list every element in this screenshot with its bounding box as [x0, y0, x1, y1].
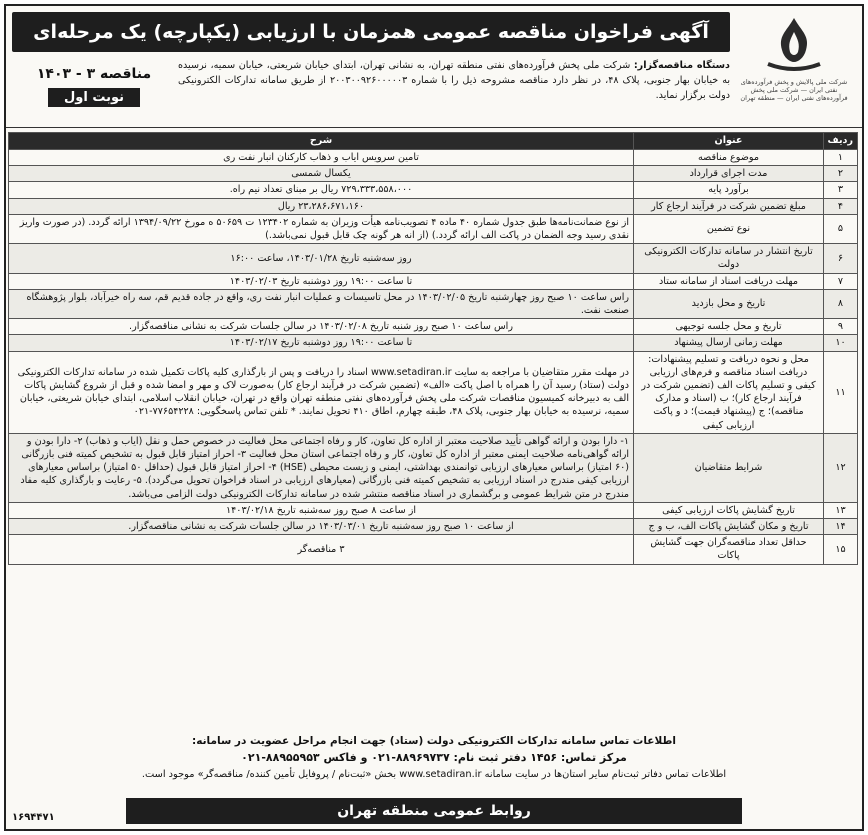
table-row	[9, 502, 858, 518]
header-title: عنوان	[634, 133, 824, 150]
table-row	[9, 198, 858, 214]
ad-code: ۱۶۹۴۴۷۱	[12, 812, 55, 823]
row-num: ۴	[824, 198, 858, 214]
row-desc: ۷۲۹،۳۳۳،۵۵۸،۰۰۰ ریال بر مبنای تعداد نیم راه.	[9, 182, 634, 198]
table-row	[9, 214, 858, 243]
row-num: ۶	[824, 244, 858, 273]
row-num: ۹	[824, 319, 858, 335]
row-title: مبلغ تضمین شرکت در فرآیند ارجاع کار	[634, 198, 824, 214]
table-row	[9, 433, 858, 502]
row-desc: روز سه‌شنبه تاریخ ۱۴۰۳/۰۱/۲۸، ساعت ۱۶:۰۰	[9, 244, 634, 273]
row-title: تاریخ و مکان گشایش پاکات الف، ب و ج	[634, 519, 824, 535]
tender-round-badge: نوبت اول	[48, 88, 140, 107]
row-title: تاریخ گشایش پاکات ارزیابی کیفی	[634, 502, 824, 518]
tender-number: مناقصه ۳ - ۱۴۰۳	[36, 66, 152, 82]
organizer-info	[178, 58, 730, 103]
row-desc: از نوع ضمانت‌نامه‌ها طبق جدول شماره ۴۰ ماده ۴ تصویب‌نامه هیأت وزیران به شماره ۱۲۳۴۰۲ ت ۵۰۶۵۹ ه مورخ ۱۳۹۴/۰۹/۲۲ ارائه گردد. (در صورت واریز نقدی رسید وجه الضمان در پاکت الف ارائه گردد.) (از انه هر گونه چک قابل قبول نمی‌باشد.)	[9, 214, 634, 243]
public-relations-footer: روابط عمومی منطقه تهران	[126, 798, 742, 824]
row-desc: از ساعت ۱۰ صبح روز سه‌شنبه تاریخ ۱۴۰۳/۰۳/۰۱ در سالن جلسات شرکت به نشانی مناقصه‌گزار.	[9, 519, 634, 535]
notice-title: آگهی فراخوان مناقصه عمومی همزمان با ارزیابی (یکپارچه) یک مرحله‌ای	[12, 12, 730, 52]
row-num: ۱۳	[824, 502, 858, 518]
table-row	[9, 150, 858, 166]
row-desc: تا ساعت ۱۹:۰۰ روز دوشنبه تاریخ ۱۴۰۳/۰۲/۰۳	[9, 273, 634, 289]
row-title: تاریخ و محل بازدید	[634, 289, 824, 318]
header-num: ردیف	[824, 133, 858, 150]
row-title: تاریخ و محل جلسه توجیهی	[634, 319, 824, 335]
contact-provinces: اطلاعات تماس دفاتر ثبت‌نام سایر استان‌ها در سایت سامانه www.setadiran.ir بخش «ثبت‌نام / پروفایل تأمین کننده/ مناقصه‌گر» موجود است.	[141, 769, 727, 780]
row-num: ۳	[824, 182, 858, 198]
row-num: ۱۱	[824, 351, 858, 433]
row-num: ۱۵	[824, 535, 858, 564]
row-num: ۱۰	[824, 335, 858, 351]
organizer-text: شرکت ملی پخش فرآورده‌های نفتی منطقه تهران، به نشانی تهران، ابتدای خیابان شریعتی، خیابان سمیه، نرسیده به خیابان بهار جنوبی، پلاک ۴۸، در نظر دارد مناقصه مشروحه ذیل را با شماره ۲۰۰۳۰۰۹۲۶۰۰۰۰۰۳ از طریق سامانه تدارکات الکترونیکی دولت برگزار نماید.	[178, 60, 731, 101]
table-row	[9, 182, 858, 198]
table-header-row	[9, 133, 858, 150]
table-row	[9, 519, 858, 535]
logo-caption: شرکت ملی پالایش و پخش فرآورده‌های نفتی ایران — شرکت ملی پخش فرآورده‌های نفتی ایران — منطقه تهران	[740, 78, 848, 102]
row-num: ۵	[824, 214, 858, 243]
row-title: مدت اجرای قرارداد	[634, 166, 824, 182]
table-row	[9, 289, 858, 318]
row-title: تاریخ انتشار در سامانه تدارکات الکترونیکی دولت	[634, 244, 824, 273]
row-title: حداقل تعداد مناقصه‌گران جهت گشایش پاکات	[634, 535, 824, 564]
row-num: ۱۲	[824, 433, 858, 502]
row-title: شرایط متقاضیان	[634, 433, 824, 502]
contact-phones: مرکز تماس: ۱۴۵۶ دفتر ثبت نام: ۸۸۹۶۹۷۳۷-۰۲۱ و فاکس ۸۸۹۵۵۹۵۳-۰۲۱	[241, 751, 627, 764]
table-row	[9, 166, 858, 182]
tender-details-table	[8, 132, 858, 565]
row-desc: ۲۳،۲۸۶،۶۷۱،۱۶۰ ریال	[9, 198, 634, 214]
row-desc: ۳ مناقصه‌گر	[9, 535, 634, 564]
row-num: ۸	[824, 289, 858, 318]
notice-header	[6, 6, 862, 128]
row-title: برآورد پایه	[634, 182, 824, 198]
table-row	[9, 335, 858, 351]
row-desc: راس ساعت ۱۰ صبح روز شنبه تاریخ ۱۴۰۳/۰۲/۰۸ در سالن جلسات شرکت به نشانی مناقصه‌گزار.	[9, 319, 634, 335]
table-row	[9, 244, 858, 273]
row-desc: یکسال شمسی	[9, 166, 634, 182]
row-desc: در مهلت مقرر متقاضیان با مراجعه به سایت www.setadiran.ir اسناد را دریافت و پس از بارگذاری کلیه پاکات تکمیل شده در سامانه تدارکات الکترونیکی دولت (ستاد) رسید آن را همراه با اصل پاکت «الف» (تضمین شرکت در فرآیند ارجاع کار) به‌صورت لاک و مهر و امضا شده و قبل از شروع گشایش پاکات الف به دبیرخانه کمیسیون مناقصات شرکت ملی پخش فرآورده‌های نفتی منطقه تهران واقع در تهران، خیابان انقلاب اسلامی، ابتدای خیابان شریعتی، خیابان سمیه، نرسیده به خیابان بهار جنوبی، پلاک ۴۸، طبقه چهارم، اطاق ۴۱۰ تحویل نمایند. * تلفن تماس پاسخگویی: ۷۷۶۵۴۲۲۸-۰۲۱	[9, 351, 634, 433]
company-logo	[734, 14, 854, 122]
row-num: ۱۴	[824, 519, 858, 535]
row-num: ۷	[824, 273, 858, 289]
row-title: مهلت دریافت اسناد از سامانه ستاد	[634, 273, 824, 289]
row-desc: از ساعت ۸ صبح روز سه‌شنبه تاریخ ۱۴۰۳/۰۲/۱۸	[9, 502, 634, 518]
row-title: مهلت زمانی ارسال پیشنهاد	[634, 335, 824, 351]
row-desc: تامین سرویس ایاب و ذهاب کارکنان انبار نفت ری	[9, 150, 634, 166]
table-row	[9, 535, 858, 564]
header-desc: شرح	[9, 133, 634, 150]
table-row	[9, 351, 858, 433]
table-row	[9, 273, 858, 289]
organizer-label: دستگاه مناقصه‌گزار:	[633, 60, 730, 71]
flame-logo-icon	[754, 14, 834, 76]
contact-info	[10, 733, 858, 783]
row-desc: راس ساعت ۱۰ صبح روز چهارشنبه تاریخ ۱۴۰۳/۰۲/۰۵ در محل تاسیسات و عملیات انبار نفت ری، واقع در جاده قدیم قم، سه راه خیرآباد، بلوار پژوهشگاه صنعت نفت.	[9, 289, 634, 318]
row-title: محل و نحوه دریافت و تسلیم پیشنهادات: دریافت اسناد مناقصه و فرم‌های ارزیابی کیفی و تسلیم پاکات الف (تضمین شرکت در فرآیند ارجاع کار)؛ ب (اسناد و مدارک مناقصه)؛ ج (پیشنهاد قیمت)؛ د و پاکت ارزیابی کیفی	[634, 351, 824, 433]
row-desc: تا ساعت ۱۹:۰۰ روز دوشنبه تاریخ ۱۴۰۳/۰۲/۱۷	[9, 335, 634, 351]
tender-box	[14, 66, 174, 107]
row-num: ۲	[824, 166, 858, 182]
contact-heading: اطلاعات تماس سامانه تدارکات الکترونیکی دولت (ستاد) جهت انجام مراحل عضویت در سامانه:	[192, 735, 676, 747]
row-title: موضوع مناقصه	[634, 150, 824, 166]
row-desc: ۱- دارا بودن و ارائه گواهی تأیید صلاحیت معتبر از اداره کل تعاون، کار و رفاه اجتماعی محل فعالیت در خصوص حمل و نقل (ایاب و ذهاب) ۲- دارا بودن و ارائه گواهی‌نامه صلاحیت ایمنی معتبر از اداره کل تعاون، کار و رفاه اجتماعی استان محل فعالیت ۳- احراز امتیاز قابل قبول به تشخیص کمیته فنی بازرگانی (۶۰ امتیاز) براساس معیارهای ارزیابی توانمندی بهداشتی، ایمنی و زیست محیطی (HSE) ۴- احراز امتیاز قابل قبول (حداقل ۵۰ امتیاز) براساس معیارهای ارزیابی کیفی مندرج در اسناد ارزیابی به تشخیص کمیته فنی بازرگانی (معیارهای ارزیابی در اسناد فراخوان تحویل می‌گردد). ۵- رعایت و بارگذاری کلیه مفاد مندرج در متن شرایط عمومی و برگشماری در اسناد مناقصه منتشر شده در سامانه تدارکات الکترونیکی دولت الزامی می‌باشد.	[9, 433, 634, 502]
row-title: نوع تضمین	[634, 214, 824, 243]
table-row	[9, 319, 858, 335]
row-num: ۱	[824, 150, 858, 166]
tender-notice	[4, 4, 864, 831]
